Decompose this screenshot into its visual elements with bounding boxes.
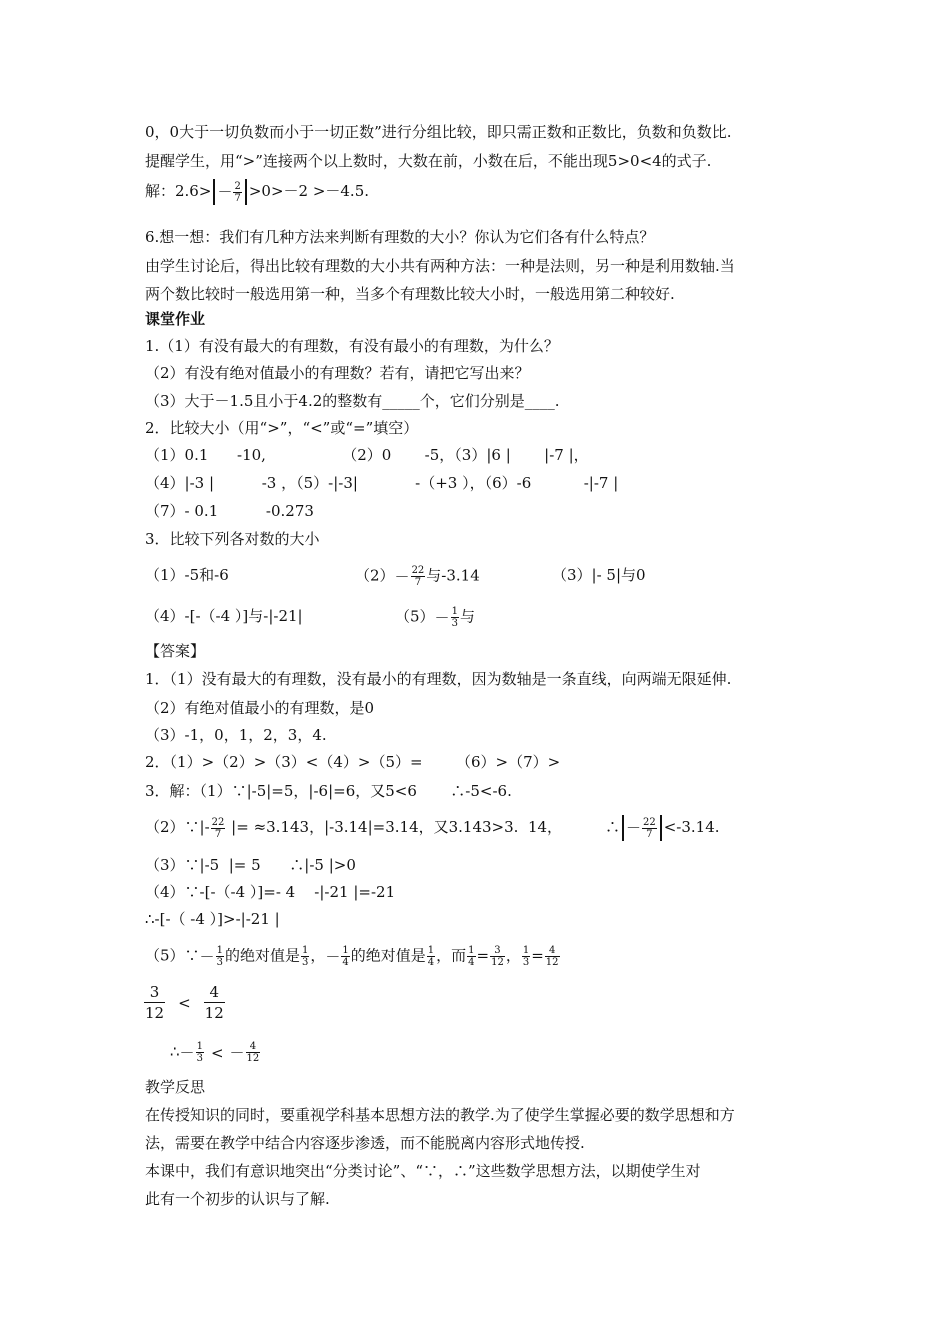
fraction: $\frac{4}{12}$ [204, 983, 224, 1022]
fraction: $\frac{4}{12}$ [545, 945, 559, 968]
fraction: $\frac{1}{3}$ [216, 945, 223, 968]
fraction: $\frac{1}{3}$ [451, 606, 458, 629]
abs-bar [245, 179, 247, 205]
fraction: $\frac{3}{12}$ [145, 983, 165, 1022]
fraction: $\frac{2}{7}$ [234, 180, 241, 204]
classwork-q3-4: （4）-[-（-4 ）]与-|-21| [145, 607, 303, 625]
reflection-p2-b: 此有一个初步的认识与了解. [145, 1190, 330, 1208]
fraction: $\frac{1}{3}$ [196, 1041, 203, 1064]
classwork-q3-5: （5）－ $\frac{1}{3}$ 与 [395, 606, 475, 629]
answer-3-5-conclusion: ∴－ $\frac{1}{3}$ < － $\frac{4}{12}$ [170, 1041, 260, 1064]
answer-1-1: 1．（1）没有最大的有理数，没有最小的有理数，因为数轴是一条直线，向两端无限延伸. [145, 670, 732, 688]
fraction: $\frac{1}{4}$ [427, 945, 435, 968]
think-line-3: 两个数比较时一般选用第一种，当多个有理数比较大小时，一般选用第二种较好. [145, 285, 675, 303]
abs-bar [213, 179, 215, 205]
reflection-heading: 教学反思 [145, 1078, 206, 1096]
reflection-p1-a: 在传授知识的同时，要重视学科基本思想方法的教学.为了使学生掌握必要的数学思想和方 [145, 1106, 735, 1124]
answer-3-4: （4）∵-[-（-4 ）]=- 4 -|-21 |=-21 [145, 883, 396, 901]
fraction: $\frac{3}{12}$ [491, 945, 504, 968]
classwork-q1-2: （2）有没有绝对值最小的有理数？若有，请把它写出来？ [145, 364, 530, 382]
abs-bar [622, 815, 624, 841]
think-line-2: 由学生讨论后，得出比较有理数的大小共有两种方法：一种是法则，另一种是利用数轴.当 [145, 257, 735, 275]
classwork-q2: 2．比较大小（用“>”，“<”或“=”填空） [145, 419, 419, 437]
classwork-q3-3: （3）|- 5|与0 [552, 566, 646, 584]
fraction: $\frac{1}{4}$ [342, 945, 349, 968]
answer-3-1: 3．解：（1）∵|-5|=5，|-6|=6，又5<6 ∴-5<-6. [145, 782, 512, 800]
answer-3-5: （5）∵－ $\frac{1}{3}$ 的绝对值是 $\frac{1}{3}$ ，－ $\frac{1}{4}$ 的绝对值是 $\frac{1}{4}$ ，而 $\frac{1}{4}$ = $\frac{3}{12}$ ， $\frac{1}{3}$ = $\frac{4}{12}$ [145, 945, 559, 968]
classwork-q1-3: （3）大于－1.5且小于4.2的整数有_____个，它们分别是____. [145, 392, 560, 410]
classwork-q3-2: （2）－ $\frac{22}{7}$ 与-3.14 [355, 565, 480, 588]
classwork-heading: 课堂作业 [145, 310, 206, 328]
answer-3-2: （2）∵|- $\frac{22}{7}$ |= ≈3.143，|-3.14|=3.14，又3.143>3. 14， ∴ － $\frac{22}{7}$ <-3.14. [145, 816, 720, 840]
answer-2: 2．（1）>（2）>（3）<（4）>（5）= （6）>（7）> [145, 753, 561, 771]
think-line-1: 6.想一想：我们有几种方法来判断有理数的大小？你认为它们各有什么特点？ [145, 228, 655, 246]
classwork-q2-c: （7）- 0.1 -0.273 [145, 502, 314, 520]
classwork-q2-a: （1）0.1 -10, （2）0 -5，（3）|6 | |-7 |， [145, 446, 589, 464]
intro-solution: 解：2.6> － $\frac{2}{7}$ >0>－2 >－4.5. [145, 180, 370, 204]
intro-line-1: 0，0大于一切负数而小于一切正数”进行分组比较，即只需正数和正数比，负数和负数比. [145, 123, 732, 141]
answer-3-5-compare: $\frac{3}{12}$ < $\frac{4}{12}$ [145, 983, 224, 1022]
abs-bar [660, 815, 662, 841]
intro-line-2: 提醒学生，用“>”连接两个以上数时，大数在前，小数在后，不能出现5>0<4的式子. [145, 152, 712, 170]
answers-heading: 【答案】 [145, 642, 206, 660]
fraction: $\frac{4}{12}$ [246, 1041, 260, 1064]
classwork-q3: 3．比较下列各对数的大小 [145, 530, 320, 548]
fraction: $\frac{1}{4}$ [468, 945, 475, 968]
answer-3-3: （3）∵|-5 |= 5 ∴|-5 |>0 [145, 856, 356, 874]
answer-1-2: （2）有绝对值最小的有理数，是0 [145, 699, 375, 717]
reflection-p2-a: 本课中，我们有意识地突出“分类讨论”、“∵，∴”这些数学思想方法，以期使学生对 [145, 1162, 701, 1180]
classwork-q3-1: （1）-5和-6 [145, 566, 229, 584]
answer-3-4b: ∴-[-（ -4 ）]>-|-21 | [145, 910, 280, 928]
fraction: $\frac{1}{3}$ [522, 945, 530, 968]
fraction: $\frac{22}{7}$ [643, 816, 656, 840]
fraction: $\frac{22}{7}$ [411, 565, 425, 588]
classwork-q1-1: 1.（1）有没有最大的有理数，有没有最小的有理数，为什么？ [145, 337, 559, 355]
fraction: $\frac{22}{7}$ [211, 816, 225, 840]
reflection-p1-b: 法，需要在教学中结合内容逐步渗透，而不能脱离内容形式地传授. [145, 1134, 585, 1152]
classwork-q2-b: （4）|-3 | -3 ，（5）-|-3| -（+3 ），（6）-6 -|-7 | [145, 474, 619, 492]
fraction: $\frac{1}{3}$ [301, 945, 309, 968]
answer-1-3: （3）-1，0，1，2，3，4. [145, 726, 327, 744]
